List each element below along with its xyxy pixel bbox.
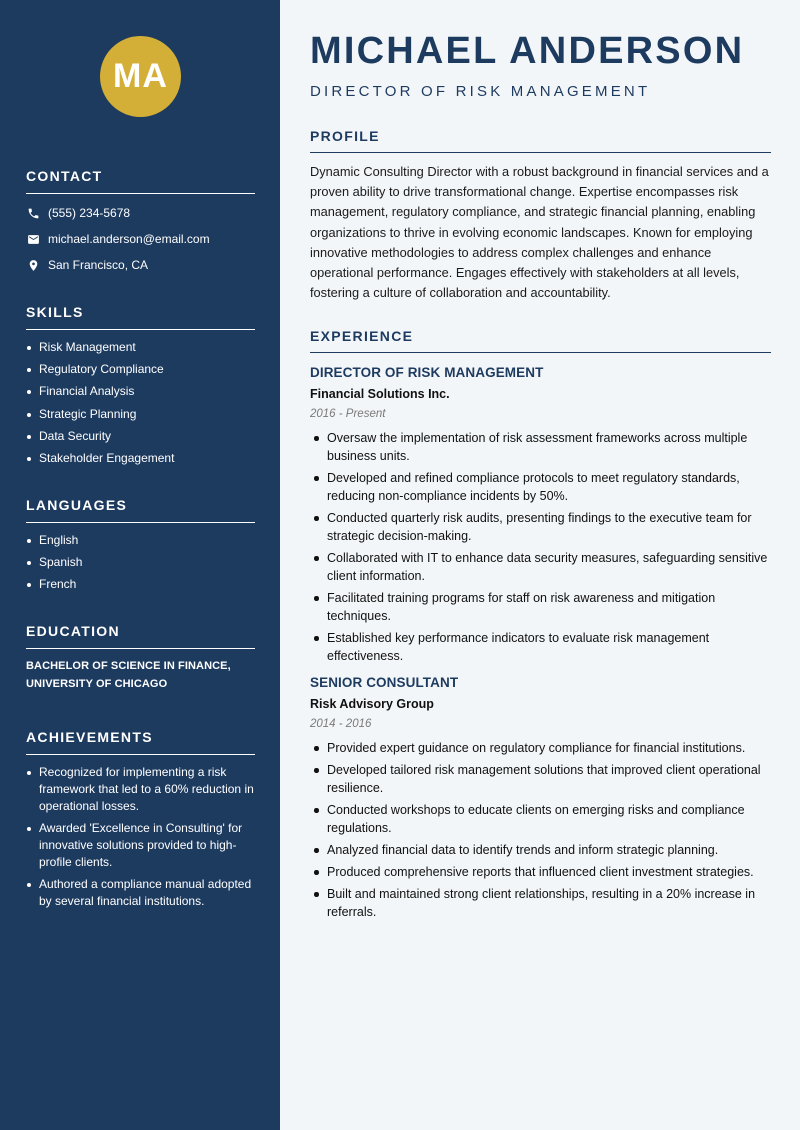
achievements-section xyxy=(26,729,255,916)
languages-list xyxy=(26,532,255,593)
phone-icon xyxy=(26,206,40,220)
experience-heading: EXPERIENCE xyxy=(310,328,771,353)
job-bullet: Analyzed financial data to identify trends and inform strategic planning. xyxy=(310,841,771,859)
achievements-heading: ACHIEVEMENTS xyxy=(26,729,255,755)
job-company: Risk Advisory Group xyxy=(310,697,434,711)
job-bullet: Produced comprehensive reports that influenced client investment strategies. xyxy=(310,863,771,881)
education-degree: BACHELOR OF SCIENCE IN FINANCE, UNIVERSITY OF CHICAGO xyxy=(26,660,231,690)
language-item: English xyxy=(26,532,255,549)
contact-phone xyxy=(26,206,255,220)
profile-text: Dynamic Consulting Director with a robust background in financial services and a proven ability to drive transformational change. Expertise encompasses risk management, regulatory compliance, and strategic financial planning, enabling organizations to thrive in evolving economic landscapes. Known for employing innovative methodologies to address complex challenges and enhance operational performance. Engages effectively with stakeholders at all levels, fostering a culture of collaboration and accountability. xyxy=(310,164,769,301)
job-bullets xyxy=(310,429,771,665)
job-bullet: Conducted quarterly risk audits, presenting findings to the executive team for strategic decision-making. xyxy=(310,509,771,545)
job-bullet: Established key performance indicators to evaluate risk management effectiveness. xyxy=(310,629,771,665)
job-dates: 2014 - 2016 xyxy=(310,718,372,730)
education-heading: EDUCATION xyxy=(26,623,255,649)
phone-number: (555) 234-5678 xyxy=(48,206,131,220)
job-bullet: Collaborated with IT to enhance data security measures, safeguarding sensitive client information. xyxy=(310,549,771,585)
job-entry xyxy=(310,365,771,665)
profile-section xyxy=(310,128,771,303)
job-role: SENIOR CONSULTANT xyxy=(310,675,459,690)
job-company: Financial Solutions Inc. xyxy=(310,387,450,401)
contact-location xyxy=(26,258,255,272)
skill-item: Strategic Planning xyxy=(26,406,255,423)
achievements-list xyxy=(26,764,255,910)
location-text: San Francisco, CA xyxy=(48,258,149,272)
achievement-item: Authored a compliance manual adopted by several financial institutions. xyxy=(26,876,255,910)
job-bullets xyxy=(310,739,771,921)
job-bullet: Built and maintained strong client relationships, resulting in a 20% increase in referrals. xyxy=(310,885,771,921)
job-entry xyxy=(310,675,771,921)
job-bullet: Conducted workshops to educate clients on emerging risks and compliance regulations. xyxy=(310,801,771,837)
profile-heading: PROFILE xyxy=(310,128,771,153)
sidebar xyxy=(0,0,280,1130)
contact-section xyxy=(26,168,255,272)
contact-heading: CONTACT xyxy=(26,168,255,194)
skills-list xyxy=(26,339,255,467)
languages-section xyxy=(26,497,255,599)
skill-item: Risk Management xyxy=(26,339,255,356)
job-role: DIRECTOR OF RISK MANAGEMENT xyxy=(310,365,544,380)
achievement-item: Awarded 'Excellence in Consulting' for innovative solutions provided to high-profile clients. xyxy=(26,820,255,871)
contact-email xyxy=(26,232,255,246)
job-bullet: Developed tailored risk management solutions that improved client operational resilience. xyxy=(310,761,771,797)
education-section xyxy=(26,623,255,693)
achievement-item: Recognized for implementing a risk framework that led to a 60% reduction in operational losses. xyxy=(26,764,255,815)
candidate-name: MICHAEL ANDERSON xyxy=(310,30,745,72)
languages-heading: LANGUAGES xyxy=(26,497,255,523)
job-bullet: Provided expert guidance on regulatory compliance for financial institutions. xyxy=(310,739,771,757)
skill-item: Financial Analysis xyxy=(26,383,255,400)
skill-item: Regulatory Compliance xyxy=(26,361,255,378)
job-bullet: Developed and refined compliance protocols to meet regulatory standards, reducing non-compliance incidents by 50%. xyxy=(310,469,771,505)
email-icon xyxy=(26,232,40,246)
skill-item: Stakeholder Engagement xyxy=(26,450,255,467)
experience-section xyxy=(310,328,771,925)
skills-section xyxy=(26,304,255,472)
avatar-initials: MA xyxy=(100,36,181,117)
email-address[interactable]: michael.anderson@email.com xyxy=(48,232,210,246)
language-item: French xyxy=(26,576,255,593)
skill-item: Data Security xyxy=(26,428,255,445)
job-bullet: Facilitated training programs for staff on risk awareness and mitigation techniques. xyxy=(310,589,771,625)
job-bullet: Oversaw the implementation of risk assessment frameworks across multiple business units. xyxy=(310,429,771,465)
candidate-title: DIRECTOR OF RISK MANAGEMENT xyxy=(310,83,651,100)
skills-heading: SKILLS xyxy=(26,304,255,330)
job-dates: 2016 - Present xyxy=(310,408,386,420)
location-pin-icon xyxy=(26,258,40,272)
language-item: Spanish xyxy=(26,554,255,571)
